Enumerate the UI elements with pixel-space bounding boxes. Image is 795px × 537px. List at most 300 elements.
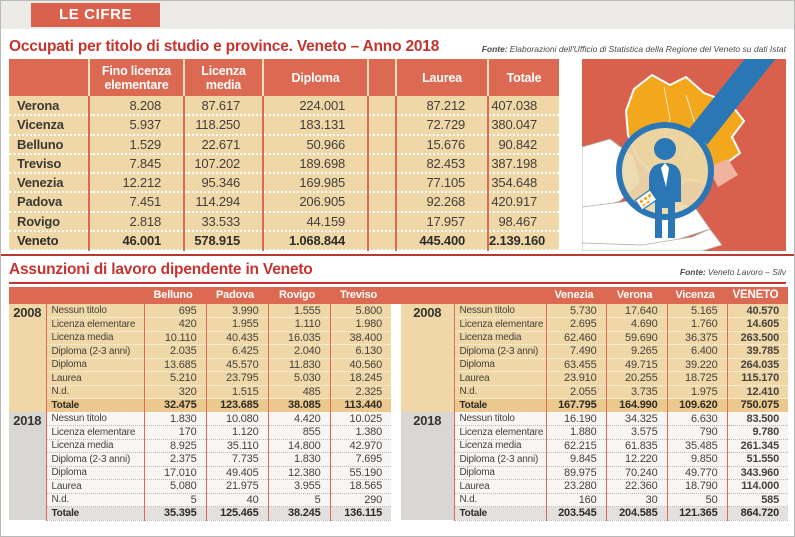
section-occupati (1, 31, 794, 251)
cell-value: 17.010 (144, 466, 206, 480)
table-row (9, 439, 391, 453)
assunzioni-tables (1, 287, 794, 521)
cell-value: 1.880 (546, 426, 606, 440)
table-row (401, 466, 788, 480)
column-header: Diploma (263, 59, 368, 96)
cell-value: 5.080 (144, 480, 206, 494)
cell-value: 12.220 (606, 453, 667, 467)
cell-value: 354.648 (488, 173, 559, 192)
row-label: Totale (454, 507, 546, 521)
cell-value: 16.035 (268, 331, 330, 345)
cell-value: 123.685 (206, 399, 268, 413)
cell-value: 695 (144, 304, 206, 318)
cell-value: 62.460 (546, 331, 606, 345)
cell-value: 420 (144, 318, 206, 332)
cell-value: 7.695 (330, 453, 391, 467)
table-row (401, 507, 788, 521)
cell-value: 114.294 (184, 192, 263, 211)
row-label: N.d. (46, 493, 144, 507)
table-row (401, 358, 788, 372)
cell-value: 115.170 (727, 372, 788, 386)
cell-value: 17.640 (606, 304, 667, 318)
column-header: Totale (488, 59, 559, 96)
cell-value: 183.131 (263, 115, 368, 134)
cell-value: 40 (206, 493, 268, 507)
cell-value: 15.676 (396, 135, 488, 154)
cell-value: 30 (606, 493, 667, 507)
cell-value: 864.720 (727, 507, 788, 521)
cell-value: 5 (144, 493, 206, 507)
cell-value: 2.139.160 (488, 231, 559, 250)
cell-value: 61.835 (606, 439, 667, 453)
table-row (9, 318, 391, 332)
cell-value: 855 (268, 426, 330, 440)
cell-value: 160 (546, 493, 606, 507)
cell-value: 40.570 (727, 304, 788, 318)
column-header: Venezia (546, 287, 606, 304)
table-row (9, 345, 391, 359)
cell-value: 35.485 (667, 439, 727, 453)
cell-value: 4.690 (606, 318, 667, 332)
row-label: Diploma (2-3 anni) (454, 453, 546, 467)
column-header: Laurea (396, 59, 488, 96)
table-row (401, 331, 788, 345)
spacer-cell (368, 173, 396, 192)
cell-value: 46.001 (89, 231, 184, 250)
section1-title: Occupati per titolo di studio e province. Veneto – Anno 2018 (9, 38, 440, 55)
cell-value: 59.690 (606, 331, 667, 345)
table-row (401, 439, 788, 453)
cell-value: 387.198 (488, 154, 559, 173)
section2-source-note (680, 267, 786, 279)
row-label: Totale (46, 399, 144, 413)
cell-value: 343.960 (727, 466, 788, 480)
assunzioni-right-head-row (401, 287, 788, 304)
table-row (9, 466, 391, 480)
cell-value: 13.685 (144, 358, 206, 372)
cell-value: 12.380 (268, 466, 330, 480)
table-row (401, 318, 788, 332)
row-label: Nessun titolo (46, 304, 144, 318)
assunzioni-right-body (401, 304, 788, 520)
row-label: Laurea (46, 480, 144, 494)
cell-value: 3.990 (206, 304, 268, 318)
cell-value: 40.435 (206, 331, 268, 345)
cell-value: 50 (667, 493, 727, 507)
cell-value: 32.475 (144, 399, 206, 413)
table-row (9, 154, 559, 173)
cell-value: 9.845 (546, 453, 606, 467)
top-strip (1, 1, 794, 31)
row-label: Veneto (9, 231, 89, 250)
row-label: Treviso (9, 154, 89, 173)
cell-value: 51.550 (727, 453, 788, 467)
table-row (401, 412, 788, 426)
cell-value: 82.453 (396, 154, 488, 173)
cell-value: 9.780 (727, 426, 788, 440)
cell-value: 320 (144, 385, 206, 399)
table-row (9, 115, 559, 134)
cell-value: 1.555 (268, 304, 330, 318)
cell-value: 585 (727, 493, 788, 507)
cell-value: 2.818 (89, 212, 184, 231)
fonte-label: Fonte: (679, 267, 706, 277)
cell-value: 167.795 (546, 399, 606, 413)
cell-value: 7.490 (546, 345, 606, 359)
table-row (9, 453, 391, 467)
cell-value: 164.990 (606, 399, 667, 413)
row-label: Venezia (9, 173, 89, 192)
cell-value: 36.375 (667, 331, 727, 345)
cell-value: 18.790 (667, 480, 727, 494)
cell-value: 70.240 (606, 466, 667, 480)
cell-value: 170 (144, 426, 206, 440)
row-label: Diploma (2-3 anni) (454, 345, 546, 359)
cell-value: 5.937 (89, 115, 184, 134)
cell-value: 1.760 (667, 318, 727, 332)
cell-value: 14.800 (268, 439, 330, 453)
cell-value: 23.795 (206, 372, 268, 386)
cell-value: 90.842 (488, 135, 559, 154)
cell-value: 10.080 (206, 412, 268, 426)
fonte-text: Veneto Lavoro – Silv (707, 267, 786, 277)
cell-value: 87.617 (184, 96, 263, 115)
table-row (9, 493, 391, 507)
cell-value: 17.957 (396, 212, 488, 231)
cell-value: 42.970 (330, 439, 391, 453)
cell-value: 8.925 (144, 439, 206, 453)
cell-value: 380.047 (488, 115, 559, 134)
row-label: Licenza elementare (454, 426, 546, 440)
section-assunzioni-header (9, 258, 786, 284)
cell-value: 485 (268, 385, 330, 399)
cell-value: 8.208 (89, 96, 184, 115)
table-row (401, 453, 788, 467)
cell-value: 1.980 (330, 318, 391, 332)
column-header: VENETO (727, 287, 788, 304)
cell-value: 7.845 (89, 154, 184, 173)
table-row (9, 231, 559, 250)
cell-value: 263.500 (727, 331, 788, 345)
cell-value: 18.725 (667, 372, 727, 386)
cell-value: 169.985 (263, 173, 368, 192)
cell-value: 55.190 (330, 466, 391, 480)
cell-value: 92.268 (396, 192, 488, 211)
cell-value: 5.030 (268, 372, 330, 386)
cell-value: 224.001 (263, 96, 368, 115)
cell-value: 1.110 (268, 318, 330, 332)
cell-value: 89.975 (546, 466, 606, 480)
cell-value: 18.245 (330, 372, 391, 386)
row-label: N.d. (46, 385, 144, 399)
cell-value: 1.830 (144, 412, 206, 426)
cell-value: 50.966 (263, 135, 368, 154)
cell-value: 1.529 (89, 135, 184, 154)
row-label: Licenza media (454, 439, 546, 453)
row-label: Diploma (46, 466, 144, 480)
cell-value: 23.910 (546, 372, 606, 386)
row-label: Licenza elementare (46, 426, 144, 440)
cell-value: 5.210 (144, 372, 206, 386)
cell-value: 109.620 (667, 399, 727, 413)
column-header: Vicenza (667, 287, 727, 304)
row-label: Laurea (454, 372, 546, 386)
cell-value: 290 (330, 493, 391, 507)
occupati-table-head-row (9, 59, 559, 96)
cell-value: 790 (667, 426, 727, 440)
section1-source-note (482, 44, 786, 56)
cell-value: 10.110 (144, 331, 206, 345)
cell-value: 5.730 (546, 304, 606, 318)
table-row (9, 372, 391, 386)
table-row (9, 480, 391, 494)
row-label: N.d. (454, 493, 546, 507)
row-label: Nessun titolo (454, 304, 546, 318)
column-header (46, 287, 144, 304)
assunzioni-left-head-row (9, 287, 391, 304)
cell-value: 6.130 (330, 345, 391, 359)
cell-value: 23.280 (546, 480, 606, 494)
cell-value: 2.035 (144, 345, 206, 359)
spacer-cell (368, 115, 396, 134)
cell-value: 136.115 (330, 507, 391, 521)
table-row (9, 192, 559, 211)
row-label: Rovigo (9, 212, 89, 231)
cell-value: 38.245 (268, 507, 330, 521)
row-label: Nessun titolo (454, 412, 546, 426)
cell-value: 35.110 (206, 439, 268, 453)
cell-value: 750.075 (727, 399, 788, 413)
cell-value: 95.346 (184, 173, 263, 192)
section-divider (1, 254, 794, 256)
cell-value: 189.698 (263, 154, 368, 173)
cell-value: 35.395 (144, 507, 206, 521)
year-label: 2008 (9, 304, 46, 412)
cell-value: 22.360 (606, 480, 667, 494)
column-header (401, 287, 454, 304)
column-header: Belluno (144, 287, 206, 304)
cell-value: 45.570 (206, 358, 268, 372)
veneto-map-illustration (582, 59, 786, 251)
cell-value: 38.400 (330, 331, 391, 345)
cell-value: 4.420 (268, 412, 330, 426)
row-label: Laurea (454, 480, 546, 494)
cell-value: 2.695 (546, 318, 606, 332)
cell-value: 6.425 (206, 345, 268, 359)
cell-value: 445.400 (396, 231, 488, 250)
cell-value: 114.000 (727, 480, 788, 494)
table-row (401, 345, 788, 359)
cell-value: 420.917 (488, 192, 559, 211)
cell-value: 20.255 (606, 372, 667, 386)
cell-value: 3.735 (606, 385, 667, 399)
table-row (401, 480, 788, 494)
row-label: Licenza media (46, 331, 144, 345)
cell-value: 118.250 (184, 115, 263, 134)
row-label: Licenza media (454, 331, 546, 345)
row-label: Diploma (2-3 anni) (46, 453, 144, 467)
cell-value: 3.955 (268, 480, 330, 494)
cell-value: 21.975 (206, 480, 268, 494)
cell-value: 2.055 (546, 385, 606, 399)
cell-value: 63.455 (546, 358, 606, 372)
row-label: Diploma (46, 358, 144, 372)
cell-value: 18.565 (330, 480, 391, 494)
cell-value: 2.040 (268, 345, 330, 359)
cell-value: 87.212 (396, 96, 488, 115)
cell-value: 5 (268, 493, 330, 507)
row-label: Belluno (9, 135, 89, 154)
cell-value: 1.120 (206, 426, 268, 440)
cell-value: 1.830 (268, 453, 330, 467)
cell-value: 113.440 (330, 399, 391, 413)
cell-value: 22.671 (184, 135, 263, 154)
row-label: N.d. (454, 385, 546, 399)
spacer-cell (368, 154, 396, 173)
cell-value: 49.715 (606, 358, 667, 372)
cell-value: 2.325 (330, 385, 391, 399)
row-label: Verona (9, 96, 89, 115)
cell-value: 203.545 (546, 507, 606, 521)
table-row (9, 412, 391, 426)
spacer-cell (368, 192, 396, 211)
cell-value: 39.785 (727, 345, 788, 359)
cell-value: 5.165 (667, 304, 727, 318)
table-row (401, 372, 788, 386)
table-row (9, 96, 559, 115)
assunzioni-left-body (9, 304, 391, 520)
cell-value: 14.605 (727, 318, 788, 332)
cell-value: 44.159 (263, 212, 368, 231)
cell-value: 7.451 (89, 192, 184, 211)
table-row (9, 331, 391, 345)
section2-title: Assunzioni di lavoro dipendente in Veneto (9, 261, 313, 278)
cell-value: 6.400 (667, 345, 727, 359)
column-header (454, 287, 546, 304)
cell-value: 98.467 (488, 212, 559, 231)
cell-value: 204.585 (606, 507, 667, 521)
row-label: Totale (46, 507, 144, 521)
row-label: Diploma (454, 466, 546, 480)
row-label: Padova (9, 192, 89, 211)
cell-value: 121.365 (667, 507, 727, 521)
row-label: Diploma (454, 358, 546, 372)
table-row (9, 426, 391, 440)
cell-value: 3.575 (606, 426, 667, 440)
table-row (401, 493, 788, 507)
cell-value: 125.465 (206, 507, 268, 521)
cell-value: 6.630 (667, 412, 727, 426)
column-header: Treviso (330, 287, 391, 304)
column-header: Verona (606, 287, 667, 304)
cell-value: 40.560 (330, 358, 391, 372)
table-row (401, 426, 788, 440)
year-label: 2018 (9, 412, 46, 520)
cell-value: 107.202 (184, 154, 263, 173)
le-cifre-badge: LE CIFRE (31, 3, 160, 27)
cell-value: 1.068.844 (263, 231, 368, 250)
cell-value: 206.905 (263, 192, 368, 211)
fonte-label: Fonte: (481, 44, 508, 54)
cell-value: 49.405 (206, 466, 268, 480)
cell-value: 1.975 (667, 385, 727, 399)
spacer-cell (368, 231, 396, 250)
row-label: Diploma (2-3 anni) (46, 345, 144, 359)
cell-value: 7.735 (206, 453, 268, 467)
cell-value: 9.850 (667, 453, 727, 467)
table-row (401, 399, 788, 413)
row-label: Licenza elementare (454, 318, 546, 332)
cell-value: 578.915 (184, 231, 263, 250)
cell-value: 62.215 (546, 439, 606, 453)
fonte-text: Elaborazioni dell'Ufficio di Statistica della Regione del Veneto su dati Istat (509, 44, 786, 54)
assunzioni-table-left (9, 287, 391, 521)
row-label: Licenza elementare (46, 318, 144, 332)
table-row (9, 385, 391, 399)
cell-value: 83.500 (727, 412, 788, 426)
table-row (401, 385, 788, 399)
cell-value: 9.265 (606, 345, 667, 359)
column-header: Rovigo (268, 287, 330, 304)
table-row (9, 212, 559, 231)
column-header (9, 59, 89, 96)
row-label: Nessun titolo (46, 412, 144, 426)
table-row (9, 135, 559, 154)
row-label: Licenza media (46, 439, 144, 453)
spacer-cell (368, 135, 396, 154)
row-label: Totale (454, 399, 546, 413)
cell-value: 2.375 (144, 453, 206, 467)
row-label: Laurea (46, 372, 144, 386)
cell-value: 12.212 (89, 173, 184, 192)
table-row (9, 304, 391, 318)
year-label: 2018 (401, 412, 454, 520)
column-header: Padova (206, 287, 268, 304)
column-header (9, 287, 46, 304)
cell-value: 261.345 (727, 439, 788, 453)
occupati-table-body (9, 96, 559, 250)
cell-value: 1.515 (206, 385, 268, 399)
cell-value: 5.800 (330, 304, 391, 318)
cell-value: 38.085 (268, 399, 330, 413)
column-header (368, 59, 396, 96)
table-row (9, 173, 559, 192)
spacer-cell (368, 212, 396, 231)
cell-value: 1.955 (206, 318, 268, 332)
cell-value: 16.190 (546, 412, 606, 426)
spacer-cell (368, 96, 396, 115)
cell-value: 72.729 (396, 115, 488, 134)
table-row (401, 304, 788, 318)
cell-value: 77.105 (396, 173, 488, 192)
cell-value: 10.025 (330, 412, 391, 426)
column-header: Fino licenza elementare (89, 59, 184, 96)
cell-value: 33.533 (184, 212, 263, 231)
table-row (9, 358, 391, 372)
column-header: Licenza media (184, 59, 263, 96)
row-label: Vicenza (9, 115, 89, 134)
table-row (9, 399, 391, 413)
year-label: 2008 (401, 304, 454, 412)
occupati-table (9, 59, 559, 251)
cell-value: 407.038 (488, 96, 559, 115)
cell-value: 1.380 (330, 426, 391, 440)
cell-value: 34.325 (606, 412, 667, 426)
assunzioni-table-right (401, 287, 788, 521)
cell-value: 39.220 (667, 358, 727, 372)
cell-value: 49.770 (667, 466, 727, 480)
table-row (9, 507, 391, 521)
